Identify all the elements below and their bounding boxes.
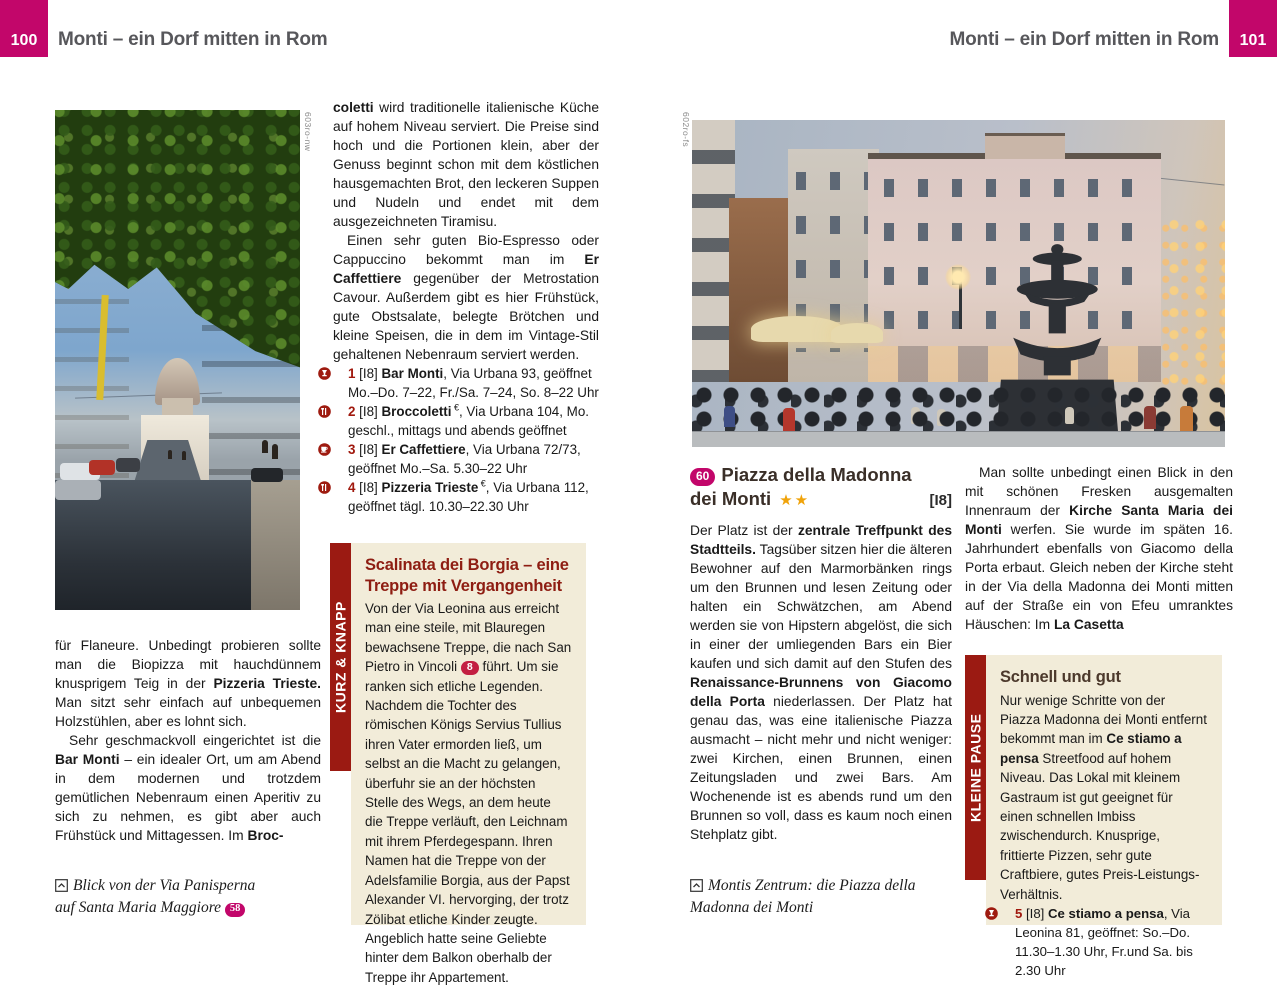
- pedestrian-distant: [168, 450, 172, 459]
- middle-column-text: [333, 98, 599, 516]
- warm-lit-buildings-right: [1161, 218, 1225, 388]
- parked-car-right: [251, 468, 283, 482]
- cafe-umbrella: [831, 323, 883, 343]
- infobox-body: Von der Via Leonina aus erreicht man eine steile, mit Blauregen bewachsene Treppe, die nach San Pietro in Vincoli 8 führt. Um sie ranken sich etliche Legenden. Nachdem die Tochter des römischen Königs Servius Tullius ihren Vater ermorden ließ, um selbst an die Macht zu gelangen, überfuhr sie an der höchsten Stelle des Wegs, an dem heute die Treppe verläuft, den Leichnam mit ihrem Pferdegespann. Ihren Namen hat die Treppe von der Adelsfamilie Borgia, aus der Papst Alexander VI. hervorging, der trotz Zölibat etliche Kinder zeugte. Angeblich hatte seine Geliebte hinter dem Balkon oberhalb der Treppe ihr Appartement.: [365, 601, 572, 985]
- poi-text: 3 [I8] Er Caffettiere, Via Urbana 72/73, geöffnet Mo.–Sa. 5.30–22 Uhr: [348, 442, 581, 476]
- parked-car-gray: [55, 480, 101, 500]
- left-edge-building: [692, 120, 735, 382]
- poi-number-badge: 60: [690, 468, 715, 486]
- heading-line1: [690, 463, 952, 487]
- page-number-left-box: [0, 0, 48, 57]
- infobox-title: Scalinata dei Borgia – eine Treppe mit Vergangenheit: [365, 556, 569, 595]
- person-orange-jacket: [1180, 406, 1193, 431]
- piazza-photo-dusk: [692, 120, 1225, 447]
- infobox-kurz-knapp: [330, 543, 586, 985]
- caption-text: Blick von der Via Panisperna auf Santa Maria Maggiore 58: [55, 877, 256, 916]
- street-lamp-pole: [959, 284, 962, 330]
- poi-list: [1000, 904, 1208, 980]
- map-reference: [I8]: [929, 491, 952, 509]
- photo-above-icon: [55, 878, 68, 898]
- poi-text: 1 [I8] Bar Monti, Via Urbana 93, geöffnet Mo.–Do. 7–22, Fr./Sa. 7–24, So. 8–22 Uhr: [348, 366, 599, 400]
- infobox-tab: KLEINE PAUSE: [965, 655, 986, 880]
- paragraph: Sehr geschmackvoll eingerichtet ist die Bar Monti – ein idealer Ort, um am Abend in dem modernen und trotzdem gemütlichen Nebenraum einen Aperitiv zu sich zu nehmen, es gibt aber auch Frühstück und Mittagessen. Im Broc-: [55, 733, 321, 843]
- page-number-right-box: [1229, 0, 1277, 57]
- right-column1-text: [690, 521, 952, 844]
- paragraph: Der Platz ist der zentrale Treffpunkt des Stadtteils. Tagsüber sitzen hier die älteren Bewohner auf den Marmorbänken rings um den Brunnen und lesen Zeitung oder halten ein Schwätzchen, am Abend werden sie von Hipstern abgelöst, die sich in einer der umliegenden Bars ein Bier kaufen und sich damit auf den Stufen des Renaissance-Brunnens von Giacomo della Porta niederlassen. Der Platz hat genau das, was eine italienische Piazza ausmacht – nicht mehr und nicht weniger: zwei Kirchen, einen Brunnen, einen Zeitungsladen und zwei Bars. Am Wochenende ist es abends rund um den Brunnen so voll, dass es kaum noch einen Stehplatz gibt.: [690, 523, 952, 842]
- infobox-tab: KURZ & KNAPP: [330, 543, 351, 771]
- running-head-right: Monti – ein Dorf mitten in Rom: [949, 29, 1219, 50]
- caption-text: Montis Zentrum: die Piazza della Madonna dei Monti: [690, 877, 916, 916]
- parked-car-red: [89, 460, 115, 475]
- paragraph: für Flaneure. Unbedingt probieren sollte man die Biopizza mit hauchdünnem knusprigem Teig in der Pizzeria Trieste. Man sitzt sehr einfach auf unbequemen Holzstühlen, aber es lohnt sich.: [55, 638, 321, 729]
- paragraph: Einen sehr guten Bio-Espresso oder Cappuccino bekommt man im Er Caffettiere gegenüber der Metrostation Cavour. Außerdem gibt es hier Frühstück, gute Obstsalate, belegte Brötchen und kleine Speisen, die in dem im Vintage-Stil gehaltenen Nebenraum serviert werden.: [333, 233, 599, 362]
- drink-icon: [333, 366, 346, 379]
- poi-text: 2 [I8] Broccoletti €, Via Urbana 104, Mo. geschl., mittags und abends geöffnet: [348, 402, 590, 438]
- street-lamp-glow: [945, 264, 971, 290]
- right-column2-text: [965, 463, 1233, 634]
- street-photo-via-panisperna: [55, 110, 300, 610]
- food-icon: [333, 404, 346, 417]
- right-sidewalk: [251, 480, 300, 610]
- cafe-umbrella: [751, 316, 843, 342]
- poi-text: 4 [I8] Pizzeria Trieste €, Via Urbana 112, geöffnet tägl. 10.30–22.30 Uhr: [348, 478, 589, 514]
- poi-entry: [333, 478, 599, 516]
- poi-text: 5 [I8] Ce stiamo a pensa, Via Leonina 81, geöffnet: So.–Do. 11.30–1.30 Uhr, Fr.und Sa. bis 2.30 Uhr: [1015, 905, 1193, 978]
- photo-credit-right: 602ro-fs: [681, 112, 691, 148]
- running-head-left: Monti – ein Dorf mitten in Rom: [58, 29, 328, 50]
- drink-icon: [1000, 906, 1013, 919]
- parked-car-dark: [116, 458, 140, 472]
- section-title-line1: Piazza della Madonna: [721, 464, 912, 485]
- poi-list: [333, 364, 599, 516]
- food-icon: [333, 480, 346, 493]
- infobox-panel: [986, 655, 1222, 978]
- photo-credit-left: 603ro-nw: [303, 112, 313, 152]
- photo-caption-right: [690, 876, 920, 918]
- person-red-jacket: [783, 408, 795, 431]
- infobox-body: Nur wenige Schritte von der Piazza Madonna dei Monti entfernt bekommt man im Ce stiamo a pensa Streetfood auf hohem Niveau. Das Lokal mit kleinem Gastraum ist gut geeignet für einen schnellen Imbiss zwischendurch. Knusprige, frittierte Pizzen, sehr gute Craftbiere, gutes Preis-Leistungs-Verhältnis.: [1000, 692, 1207, 902]
- photo-above-icon: [690, 878, 703, 898]
- section-heading: [690, 463, 952, 512]
- heading-line2: [690, 487, 952, 512]
- attic-structure: [985, 133, 1065, 161]
- poi-entry: [333, 402, 599, 440]
- infobox-title: Schnell und gut: [1000, 668, 1121, 686]
- pedestrian-distant: [182, 451, 186, 460]
- cup-icon: [333, 442, 346, 455]
- page-number-left: 100: [10, 32, 38, 49]
- rating-stars: ★★: [779, 491, 811, 509]
- left-column-text: [55, 636, 321, 845]
- poi-entry: [333, 364, 599, 402]
- infobox-panel: [351, 543, 586, 985]
- photo-caption-left: [55, 876, 273, 918]
- person-blue-jacket: [724, 406, 735, 427]
- paragraph: Man sollte unbedingt einen Blick in den mit schönen Fresken ausgemalten Innenraum der Kirche Santa Maria dei Monti werfen. Sie wurde im späten 16. Jahrhundert ebenfalls von Giacomo della Porta erbaut. Gleich neben der Kirche steht in der Via della Madonna dei Monti mitten auf der Straße ein von Efeu umranktes Häuschen: Im La Casetta: [965, 465, 1233, 632]
- infobox-kleine-pause: [965, 655, 1222, 978]
- poi-entry: [333, 440, 599, 478]
- page-number-right: 101: [1239, 32, 1267, 49]
- person-dark-red-jacket: [1144, 406, 1156, 429]
- pedestrian: [262, 440, 268, 453]
- poi-entry: [1000, 904, 1208, 980]
- pedestrian: [272, 444, 278, 459]
- pavement: [692, 431, 1225, 447]
- section-title-line2: dei Monti: [690, 487, 772, 509]
- paragraph: coletti wird traditionelle italienische Küche auf hohem Niveau serviert. Die Preise sind hoch und die Portionen klein, aber der Genuss beginnt schon mit dem köstlichen hausgemachten Brot, den leckeren Suppen und Nudeln und endet mit dem ausgezeichneten Tiramisu.: [333, 100, 599, 229]
